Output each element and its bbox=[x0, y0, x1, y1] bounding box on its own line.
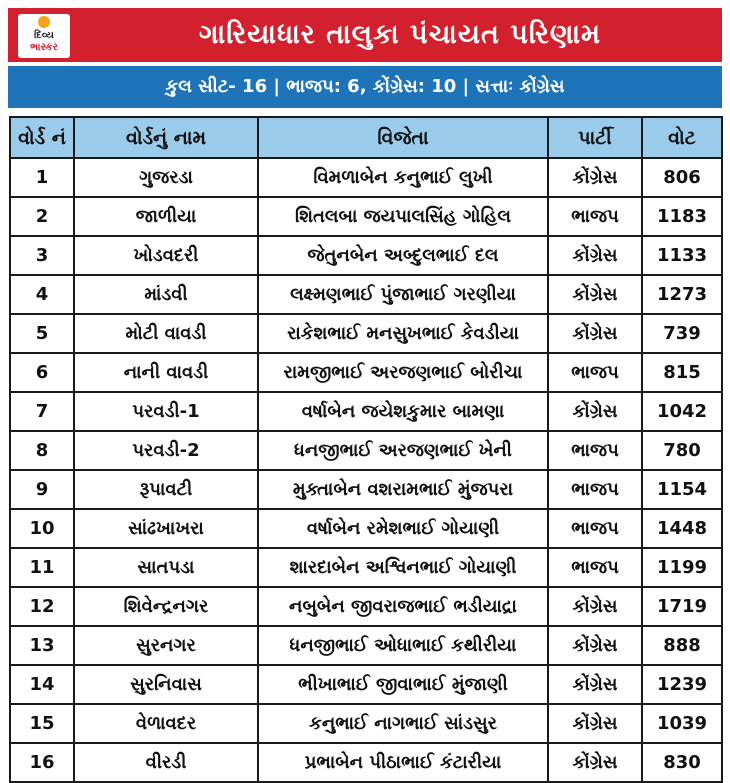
table-row bbox=[10, 704, 722, 743]
ward-name-cell: માંડવી bbox=[74, 275, 258, 314]
ward-no-cell: 16 bbox=[10, 743, 74, 782]
winner-cell: વર્ષાબેન જયેશકુમાર બામણા bbox=[258, 392, 548, 431]
party-cell: કોંગ્રેસ bbox=[548, 743, 642, 782]
sun-icon bbox=[38, 16, 50, 28]
votes-cell: 1199 bbox=[642, 548, 722, 587]
ward-no-cell: 2 bbox=[10, 197, 74, 236]
votes-cell: 1719 bbox=[642, 587, 722, 626]
table-body bbox=[10, 158, 722, 782]
table-row bbox=[10, 314, 722, 353]
ward-name-cell: પરવડી-2 bbox=[74, 431, 258, 470]
party-cell: કોંગ્રેસ bbox=[548, 275, 642, 314]
ward-name-cell: શિવેન્દ્રનગર bbox=[74, 587, 258, 626]
results-table bbox=[9, 116, 723, 783]
votes-cell: 1448 bbox=[642, 509, 722, 548]
ward-no-cell: 8 bbox=[10, 431, 74, 470]
winner-cell: વર્ષાબેન રમેશભાઈ ગોયાણી bbox=[258, 509, 548, 548]
ward-no-cell: 9 bbox=[10, 470, 74, 509]
table-row bbox=[10, 236, 722, 275]
votes-cell: 739 bbox=[642, 314, 722, 353]
party-cell: ભાજપ bbox=[548, 470, 642, 509]
votes-cell: 815 bbox=[642, 353, 722, 392]
party-cell: કોંગ્રેસ bbox=[548, 665, 642, 704]
divya-bhaskar-logo bbox=[18, 14, 70, 58]
ward-name-cell: વીરડી bbox=[74, 743, 258, 782]
table-row bbox=[10, 275, 722, 314]
winner-cell: મુક્તાબેન વશરામભાઈ મુંજપરા bbox=[258, 470, 548, 509]
votes-cell: 1273 bbox=[642, 275, 722, 314]
table-row bbox=[10, 470, 722, 509]
party-cell: કોંગ્રેસ bbox=[548, 704, 642, 743]
party-cell: કોંગ્રેસ bbox=[548, 626, 642, 665]
ward-name-cell: વેળાવદર bbox=[74, 704, 258, 743]
votes-cell: 1042 bbox=[642, 392, 722, 431]
winner-cell: લક્ષ્મણભાઈ પુંજાભાઈ ગરણીયા bbox=[258, 275, 548, 314]
party-cell: ભાજપ bbox=[548, 197, 642, 236]
table-row bbox=[10, 743, 722, 782]
table-row bbox=[10, 626, 722, 665]
party-cell: કોંગ્રેસ bbox=[548, 236, 642, 275]
table-row bbox=[10, 431, 722, 470]
winner-cell: ધનજીભાઈ ઓધાભાઈ કથીરીયા bbox=[258, 626, 548, 665]
table-row bbox=[10, 158, 722, 197]
party-cell: ભાજપ bbox=[548, 431, 642, 470]
ward-no-cell: 3 bbox=[10, 236, 74, 275]
party-cell: ભાજપ bbox=[548, 548, 642, 587]
winner-cell: શારદાબેન અશ્વિનભાઈ ગોયાણી bbox=[258, 548, 548, 587]
winner-cell: જેતુનબેન અબ્દુલભાઈ દલ bbox=[258, 236, 548, 275]
votes-cell: 830 bbox=[642, 743, 722, 782]
party-cell: કોંગ્રેસ bbox=[548, 158, 642, 197]
logo-text-line2: ભાસ્કર bbox=[30, 42, 58, 53]
header-banner bbox=[8, 8, 722, 62]
ward-no-cell: 14 bbox=[10, 665, 74, 704]
winner-cell: શિતલબા જયપાલસિંહ ગોહિલ bbox=[258, 197, 548, 236]
ward-no-cell: 13 bbox=[10, 626, 74, 665]
table-row bbox=[10, 353, 722, 392]
page-title: ગારિયાધાર તાલુકા પંચાયત પરિણામ bbox=[198, 19, 602, 50]
votes-cell: 1133 bbox=[642, 236, 722, 275]
party-cell: કોંગ્રેસ bbox=[548, 392, 642, 431]
ward-no-cell: 11 bbox=[10, 548, 74, 587]
votes-cell: 1239 bbox=[642, 665, 722, 704]
winner-cell: વિમળાબેન કનુભાઈ લુખી bbox=[258, 158, 548, 197]
table-row bbox=[10, 548, 722, 587]
ward-no-cell: 12 bbox=[10, 587, 74, 626]
ward-no-cell: 5 bbox=[10, 314, 74, 353]
votes-cell: 888 bbox=[642, 626, 722, 665]
party-cell: કોંગ્રેસ bbox=[548, 314, 642, 353]
ward-no-cell: 10 bbox=[10, 509, 74, 548]
table-row bbox=[10, 665, 722, 704]
header-votes: વોટ bbox=[642, 117, 722, 158]
party-cell: ભાજપ bbox=[548, 509, 642, 548]
winner-cell: રામજીભાઈ અરજણભાઈ બોરીચા bbox=[258, 353, 548, 392]
ward-name-cell: ગુજરડા bbox=[74, 158, 258, 197]
party-cell: ભાજપ bbox=[548, 353, 642, 392]
header-party: પાર્ટી bbox=[548, 117, 642, 158]
ward-name-cell: સાતપડા bbox=[74, 548, 258, 587]
ward-no-cell: 1 bbox=[10, 158, 74, 197]
ward-no-cell: 4 bbox=[10, 275, 74, 314]
header-winner: વિજેતા bbox=[258, 117, 548, 158]
winner-cell: ભીખાભાઈ જીવાભાઈ મુંજાણી bbox=[258, 665, 548, 704]
winner-cell: પ્રભાબેન પીઠાભાઈ કંટારીયા bbox=[258, 743, 548, 782]
summary-bar: કુલ સીટ- 16 | ભાજપ: 6, કોંગ્રેસ: 10 | સત્તાઃ કોંગ્રેસ bbox=[8, 66, 722, 108]
votes-cell: 806 bbox=[642, 158, 722, 197]
votes-cell: 780 bbox=[642, 431, 722, 470]
ward-name-cell: મોટી વાવડી bbox=[74, 314, 258, 353]
winner-cell: રાકેશભાઈ મનસુખભાઈ કેવડીયા bbox=[258, 314, 548, 353]
ward-name-cell: સાંઢખાખરા bbox=[74, 509, 258, 548]
party-cell: કોંગ્રેસ bbox=[548, 587, 642, 626]
winner-cell: ધનજીભાઈ અરજણભાઈ ખેની bbox=[258, 431, 548, 470]
header-ward-name: વોર્ડનું નામ bbox=[74, 117, 258, 158]
table-row bbox=[10, 197, 722, 236]
votes-cell: 1183 bbox=[642, 197, 722, 236]
ward-no-cell: 15 bbox=[10, 704, 74, 743]
ward-name-cell: સુરનગર bbox=[74, 626, 258, 665]
winner-cell: નબુબેન જીવરાજભાઈ ભડીયાદ્રા bbox=[258, 587, 548, 626]
winner-cell: કનુભાઈ નાગભાઈ સાંડસુર bbox=[258, 704, 548, 743]
ward-name-cell: પરવડી-1 bbox=[74, 392, 258, 431]
logo-text-line1: દિવ્ય bbox=[34, 30, 54, 41]
ward-name-cell: સુરનિવાસ bbox=[74, 665, 258, 704]
ward-no-cell: 7 bbox=[10, 392, 74, 431]
table-row bbox=[10, 509, 722, 548]
table-row bbox=[10, 392, 722, 431]
header-ward-no: વોર્ડ નં bbox=[10, 117, 74, 158]
votes-cell: 1154 bbox=[642, 470, 722, 509]
ward-no-cell: 6 bbox=[10, 353, 74, 392]
table-header-row bbox=[10, 117, 722, 158]
ward-name-cell: ખોડવદરી bbox=[74, 236, 258, 275]
votes-cell: 1039 bbox=[642, 704, 722, 743]
ward-name-cell: રૂપાવટી bbox=[74, 470, 258, 509]
ward-name-cell: જાળીયા bbox=[74, 197, 258, 236]
table-row bbox=[10, 587, 722, 626]
ward-name-cell: નાની વાવડી bbox=[74, 353, 258, 392]
